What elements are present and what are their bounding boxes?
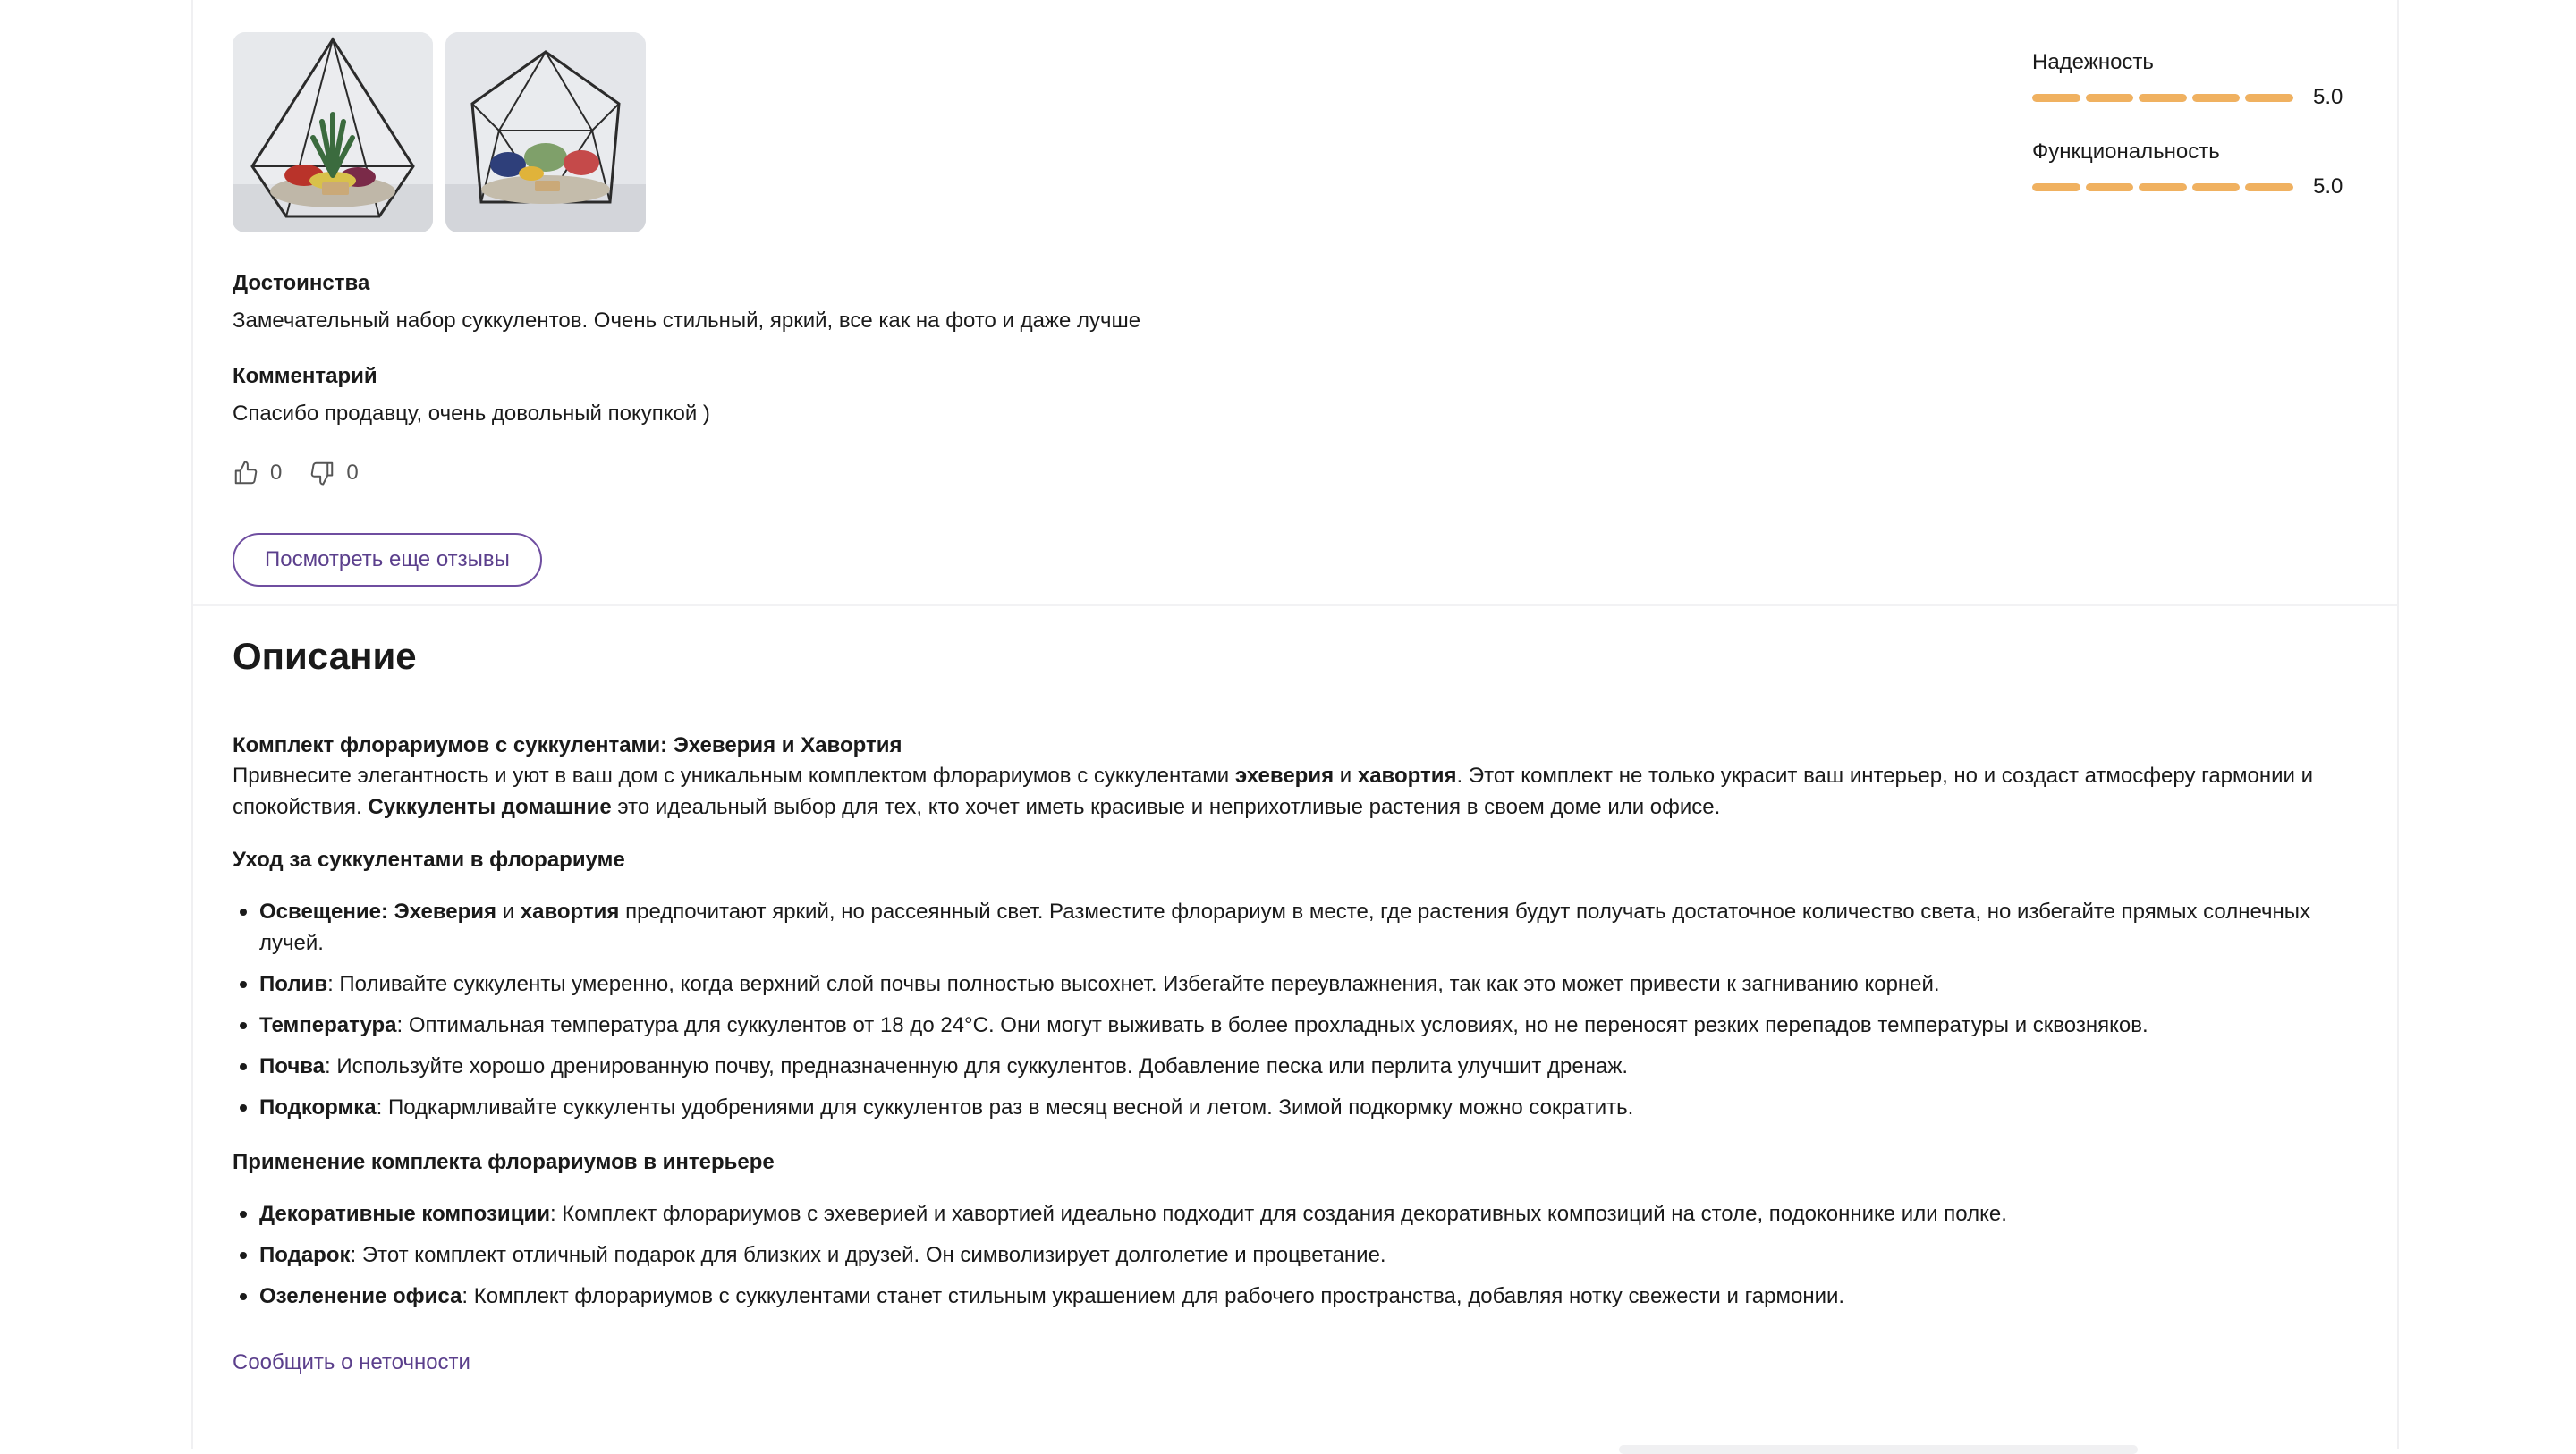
review-photo[interactable] (233, 32, 433, 232)
list-item: Декоративные композиции: Комплект флорариумов с эхеверией и хавортией идеально подходит для создания декоративных композиций на столе, подоконнике или полке. (233, 1198, 2361, 1230)
pros-label: Достоинства (233, 271, 370, 295)
like-button[interactable] (233, 460, 282, 486)
list-item: Подарок: Этот комплект отличный подарок для близких и друзей. Он символизирует долголетие и процветание. (233, 1239, 2361, 1271)
rating-label: Функциональность (2032, 139, 2220, 164)
terrarium-photo-image (445, 32, 646, 232)
dislike-count: 0 (346, 461, 359, 485)
rating-reliability (2032, 50, 2372, 111)
list-item: Полив: Поливайте суккуленты умеренно, когда верхний слой почвы полностью высохнет. Избегайте переувлажнения, так как это может привести к загниванию корней. (233, 968, 2361, 1000)
rating-segment (2139, 183, 2187, 191)
rating-label: Надежность (2032, 50, 2154, 74)
care-list (233, 896, 2361, 1133)
rating-value: 5.0 (2313, 174, 2343, 199)
rating-segment (2139, 94, 2187, 102)
rating-segment (2192, 94, 2241, 102)
description-intro-title: Комплект флорариумов с суккулентами: Эхеверия и Хавортия (233, 733, 902, 757)
rating-segment (2032, 183, 2080, 191)
comment-text: Спасибо продавцу, очень довольный покупкой ) (233, 402, 710, 426)
section-divider (193, 604, 2397, 606)
list-item: Освещение: Эхеверия и хавортия предпочитают яркий, но рассеянный свет. Разместите флорариум в месте, где растения будут получать достаточное количество света, но избегайте прямых солнечных лучей. (233, 896, 2361, 959)
care-section-title: Уход за суккулентами в флорариуме (233, 848, 625, 872)
list-item: Подкормка: Подкармливайте суккуленты удобрениями для суккулентов раз в месяц весной и летом. Зимой подкормку можно сократить. (233, 1092, 2361, 1123)
terrarium-photo-image (233, 32, 433, 232)
more-reviews-button[interactable]: Посмотреть еще отзывы (233, 533, 542, 587)
rating-segment (2086, 183, 2134, 191)
rating-segment (2245, 183, 2293, 191)
thumbs-up-icon (233, 460, 259, 486)
use-section-title: Применение комплекта флорариумов в интерьере (233, 1150, 775, 1174)
rating-value: 5.0 (2313, 85, 2343, 109)
description-intro: Привнесите элегантность и уют в ваш дом с уникальным комплектом флорариумов с суккулентами эхеверия и хавортия. Этот комплект не только украсит ваш интерьер, но и создаст атмосферу гармонии и спокойствия. Суккуленты домашние это идеальный выбор для тех, кто хочет иметь красивые и неприхотливые растения в своем доме или офисе. (233, 764, 2314, 819)
use-list (233, 1198, 2361, 1322)
pros-text: Замечательный набор суккулентов. Очень стильный, яркий, все как на фото и даже лучше (233, 309, 1141, 333)
product-details-card (191, 0, 2399, 1449)
report-inaccuracy-link[interactable]: Сообщить о неточности (233, 1350, 470, 1374)
list-item: Озеленение офиса: Комплект флорариумов с суккулентами станет стильным украшением для рабочего пространства, добавляя нотку свежести и гармонии. (233, 1281, 2361, 1312)
bottom-panel-edge (1619, 1445, 2138, 1454)
list-item: Температура: Оптимальная температура для суккулентов от 18 до 24°C. Они могут выживать в более прохладных условиях, но не переносят резких перепадов температуры и сквозняков. (233, 1010, 2361, 1041)
list-item: Почва: Используйте хорошо дренированную почву, предназначенную для суккулентов. Добавление песка или перлита улучшит дренаж. (233, 1051, 2361, 1082)
rating-segment (2032, 94, 2080, 102)
rating-segment (2245, 94, 2293, 102)
rating-bar (2032, 94, 2293, 102)
dislike-button[interactable] (309, 460, 358, 486)
review-photo[interactable] (445, 32, 646, 232)
review-votes (233, 460, 386, 486)
rating-functionality (2032, 139, 2372, 200)
description-title: Описание (233, 635, 417, 677)
rating-bar (2032, 183, 2293, 191)
comment-label: Комментарий (233, 364, 377, 388)
rating-segment (2086, 94, 2134, 102)
like-count: 0 (270, 461, 283, 485)
rating-segment (2192, 183, 2241, 191)
thumbs-down-icon (309, 460, 335, 486)
